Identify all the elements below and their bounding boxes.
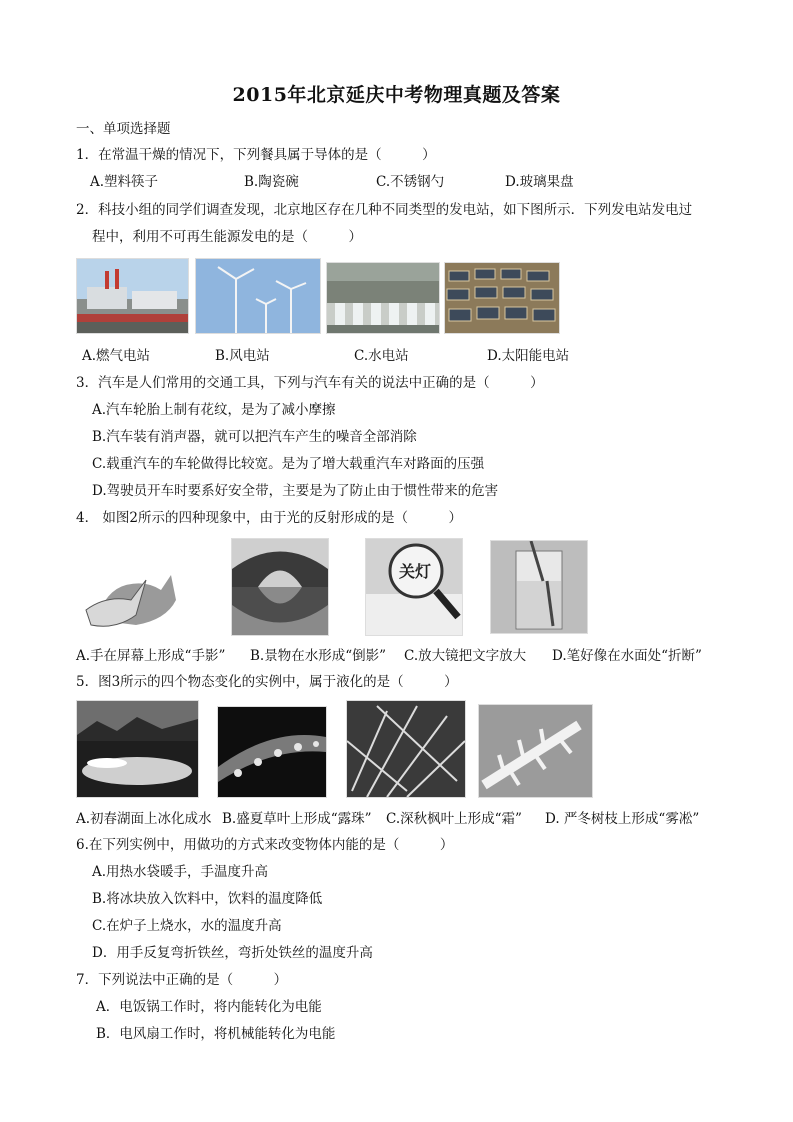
question-7-stem: 7．下列说法中正确的是（ ）: [76, 972, 288, 988]
question-6-stem: 6.在下列实例中，用做功的方式来改变物体内能的是（ ）: [76, 837, 454, 853]
question-1-stem: 1．在常温干燥的情况下，下列餐具属于导体的是（ ）: [76, 147, 436, 163]
question-5-option-d: D. 严冬树枝上形成“雾凇”: [545, 811, 700, 827]
solar-power-station-photo: [444, 262, 560, 334]
hand-shadow-photo: [76, 540, 186, 636]
question-2-option-b: B.风电站: [215, 348, 270, 364]
question-2-option-a: A.燃气电站: [82, 348, 151, 364]
question-3-option-c: C.载重汽车的车轮做得比较宽。是为了增大载重汽车对路面的压强: [92, 456, 485, 472]
question-3-option-b: B.汽车装有消声器，就可以把汽车产生的噪音全部消除: [92, 429, 417, 445]
question-4-option-d: D.笔好像在水面处“折断”: [552, 648, 702, 664]
page-title: 2015年北京延庆中考物理真题及答案: [232, 84, 561, 106]
question-6-option-b: B.将冰块放入饮料中，饮料的温度降低: [92, 891, 323, 907]
bridge-reflection-photo: [231, 538, 329, 636]
question-3-option-d: D.驾驶员开车时要系好安全带，主要是为了防止由于惯性带来的危害: [92, 483, 499, 499]
rime-on-branch-photo: [478, 704, 593, 798]
question-2-stem-line1: 2．科技小组的同学们调查发现，北京地区存在几种不同类型的发电站，如下图所示．下列发电站发电过: [76, 202, 693, 218]
pencil-in-water-photo: [490, 540, 588, 634]
question-5-option-a: A.初春湖面上冰化成水: [76, 811, 212, 827]
question-4-option-b: B.景物在水形成“倒影”: [250, 648, 387, 664]
wind-power-station-photo: [195, 258, 321, 334]
question-6-option-c: C.在炉子上烧水，水的温度升高: [92, 918, 282, 934]
gas-power-station-photo: [76, 258, 189, 334]
question-5-stem: 5．图3所示的四个物态变化的实例中，属于液化的是（ ）: [76, 674, 458, 690]
question-1-option-a: A.塑料筷子: [90, 174, 159, 190]
hydro-power-station-photo: [326, 262, 440, 334]
question-2-option-d: D.太阳能电站: [487, 348, 570, 364]
magnifier-label: 关灯: [399, 562, 432, 581]
question-2-stem-line2: 程中，利用不可再生能源发电的是（ ）: [92, 229, 362, 245]
frost-on-leaves-photo: [346, 700, 466, 798]
melting-ice-lake-photo: [76, 700, 199, 798]
question-6-option-a: A.用热水袋暖手，手温度升高: [92, 864, 269, 880]
question-4-option-c: C.放大镜把文字放大: [404, 648, 527, 664]
question-4-option-a: A.手在屏幕上形成“手影”: [76, 648, 226, 664]
question-2-option-c: C.水电站: [354, 348, 409, 364]
magnifier-photo: [365, 538, 463, 636]
question-5-option-b: B.盛夏草叶上形成“露珠”: [222, 811, 372, 827]
question-5-option-c: C.深秋枫叶上形成“霜”: [386, 811, 522, 827]
section-heading: 一、单项选择题: [76, 121, 171, 137]
question-3-option-a: A.汽车轮胎上制有花纹，是为了减小摩擦: [92, 402, 336, 418]
question-1-option-d: D.玻璃果盘: [505, 174, 574, 190]
question-1-option-c: C.不锈钢勺: [376, 174, 445, 190]
question-3-stem: 3．汽车是人们常用的交通工具，下列与汽车有关的说法中正确的是（ ）: [76, 375, 544, 391]
question-4-stem: 4． 如图2所示的四种现象中，由于光的反射形成的是（ ）: [76, 510, 462, 526]
question-1-option-b: B.陶瓷碗: [244, 174, 299, 190]
question-6-option-d: D．用手反复弯折铁丝，弯折处铁丝的温度升高: [92, 945, 373, 961]
dew-on-leaf-photo: [217, 706, 327, 798]
question-7-option-a: A．电饭锅工作时，将内能转化为电能: [96, 999, 322, 1015]
question-7-option-b: B．电风扇工作时，将机械能转化为电能: [96, 1026, 336, 1042]
